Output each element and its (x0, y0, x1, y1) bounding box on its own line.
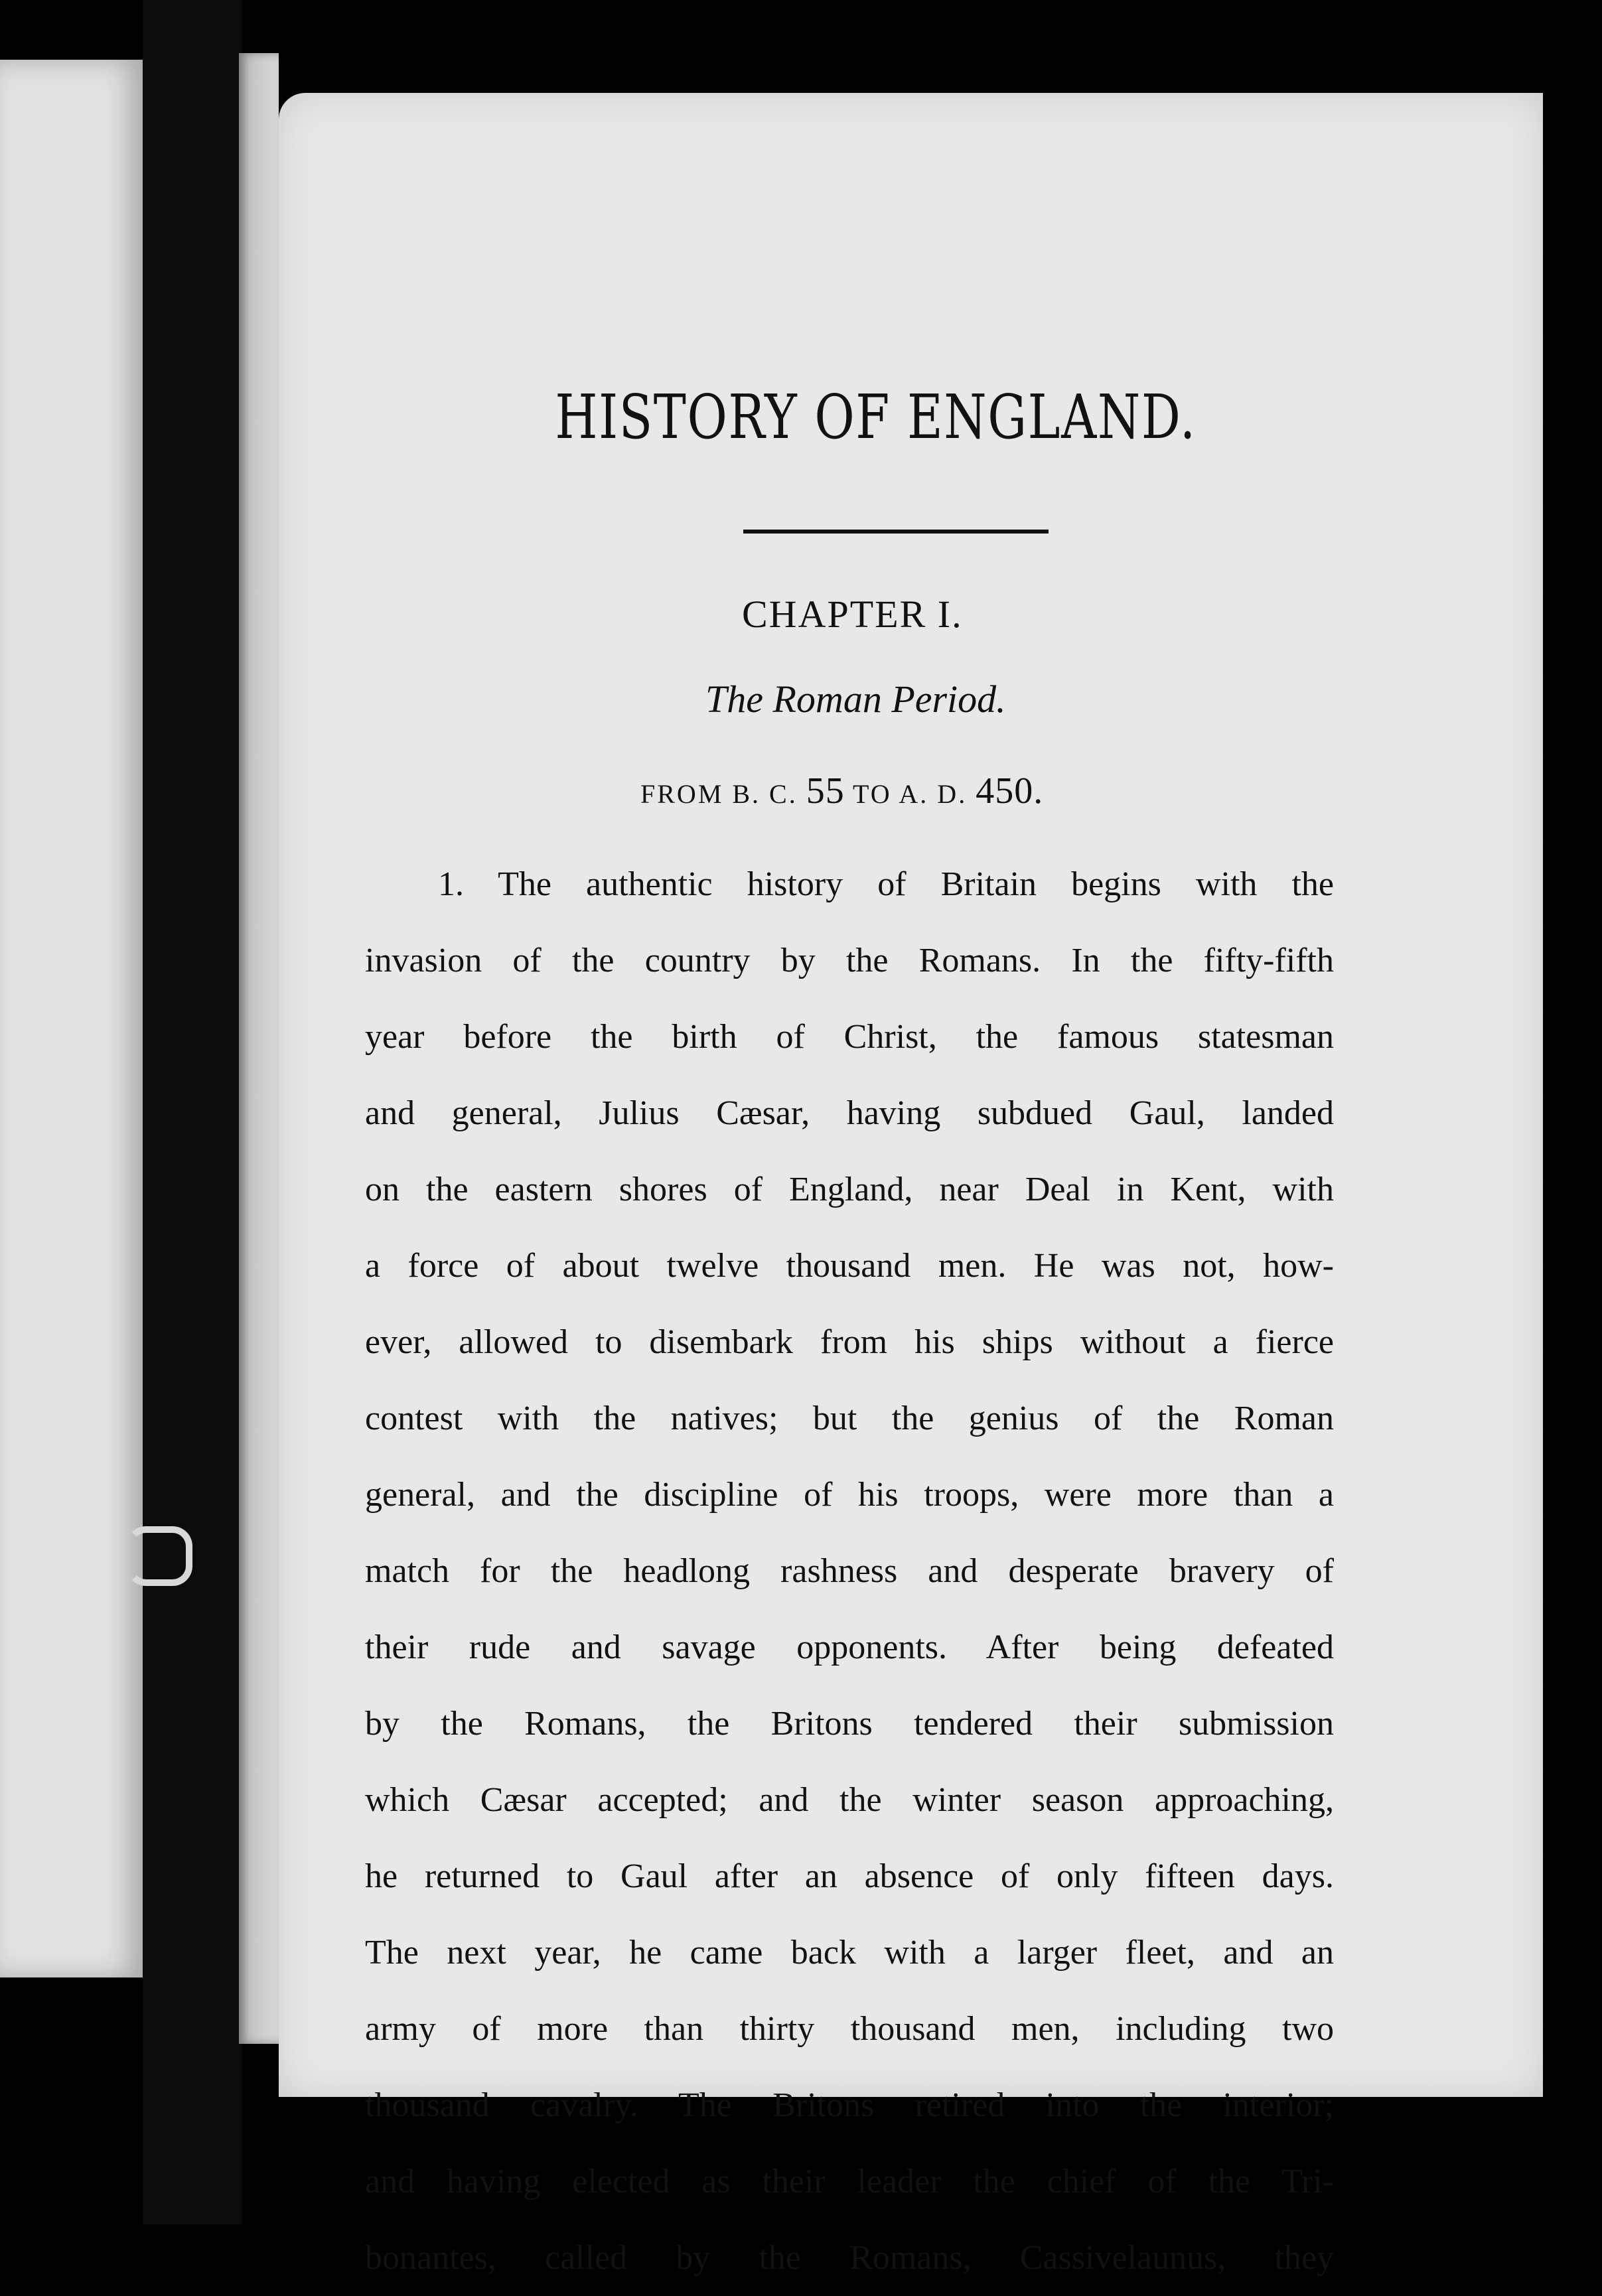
paragraph-line: general, and the discipline of his troops, were more than a (365, 1476, 1334, 1514)
paragraph-line: their rude and savage opponents. After being defeated (365, 1628, 1334, 1666)
book-title-text: HISTORY OF ENGLAND. (555, 382, 1197, 453)
date-end: 450. (976, 770, 1044, 812)
paragraph-line: 1. The authentic history of Britain begins with the (438, 865, 1334, 903)
paragraph-line: bonantes, called by the Romans, Cassivelaunus, they (365, 2239, 1334, 2277)
date-start: 55 (806, 770, 845, 812)
binding-thread (126, 1526, 192, 1586)
book-title (175, 382, 1457, 453)
paragraph-line: The next year, he came back with a larger fleet, and an (365, 1934, 1334, 1972)
date-prefix: FROM B. C. (640, 779, 798, 809)
paragraph-line: contest with the natives; but the genius of the Roman (365, 1399, 1334, 1437)
chapter-subtitle: The Roman Period. (705, 678, 1006, 721)
paragraph-line: on the eastern shores of England, near Deal in Kent, with (365, 1171, 1334, 1208)
paragraph-line: ever, allowed to disembark from his ships without a fierce (365, 1323, 1334, 1361)
paragraph-line: year before the birth of Christ, the famous statesman (365, 1018, 1334, 1056)
paragraph-line: which Cæsar accepted; and the winter season approaching, (365, 1781, 1334, 1819)
date-range (640, 770, 1043, 812)
paragraph-line: and having elected as their leader the chief of the Tri- (365, 2163, 1334, 2200)
facing-page-edge (0, 60, 143, 1977)
paragraph-line: and general, Julius Cæsar, having subdued Gaul, landed (365, 1094, 1334, 1132)
page-spine-edge (239, 53, 279, 2044)
paragraph-line: invasion of the country by the Romans. In the fifty-fifth (365, 942, 1334, 979)
paragraph-line: match for the headlong rashness and desperate bravery of (365, 1552, 1334, 1590)
paragraph-line: by the Romans, the Britons tendered their submission (365, 1705, 1334, 1743)
paragraph-line: he returned to Gaul after an absence of only fifteen days. (365, 1857, 1334, 1895)
date-middle: TO A. D. (853, 779, 968, 809)
chapter-heading: CHAPTER I. (742, 593, 963, 636)
title-divider-rule (743, 530, 1049, 534)
paragraph-line: thousand cavalry. The Britons retired into the interior; (365, 2086, 1334, 2124)
paragraph-line: army of more than thirty thousand men, including two (365, 2010, 1334, 2048)
paragraph-line: a force of about twelve thousand men. He was not, how- (365, 1247, 1334, 1285)
paragraph-body (365, 846, 1334, 2296)
book-gutter (143, 0, 242, 2224)
